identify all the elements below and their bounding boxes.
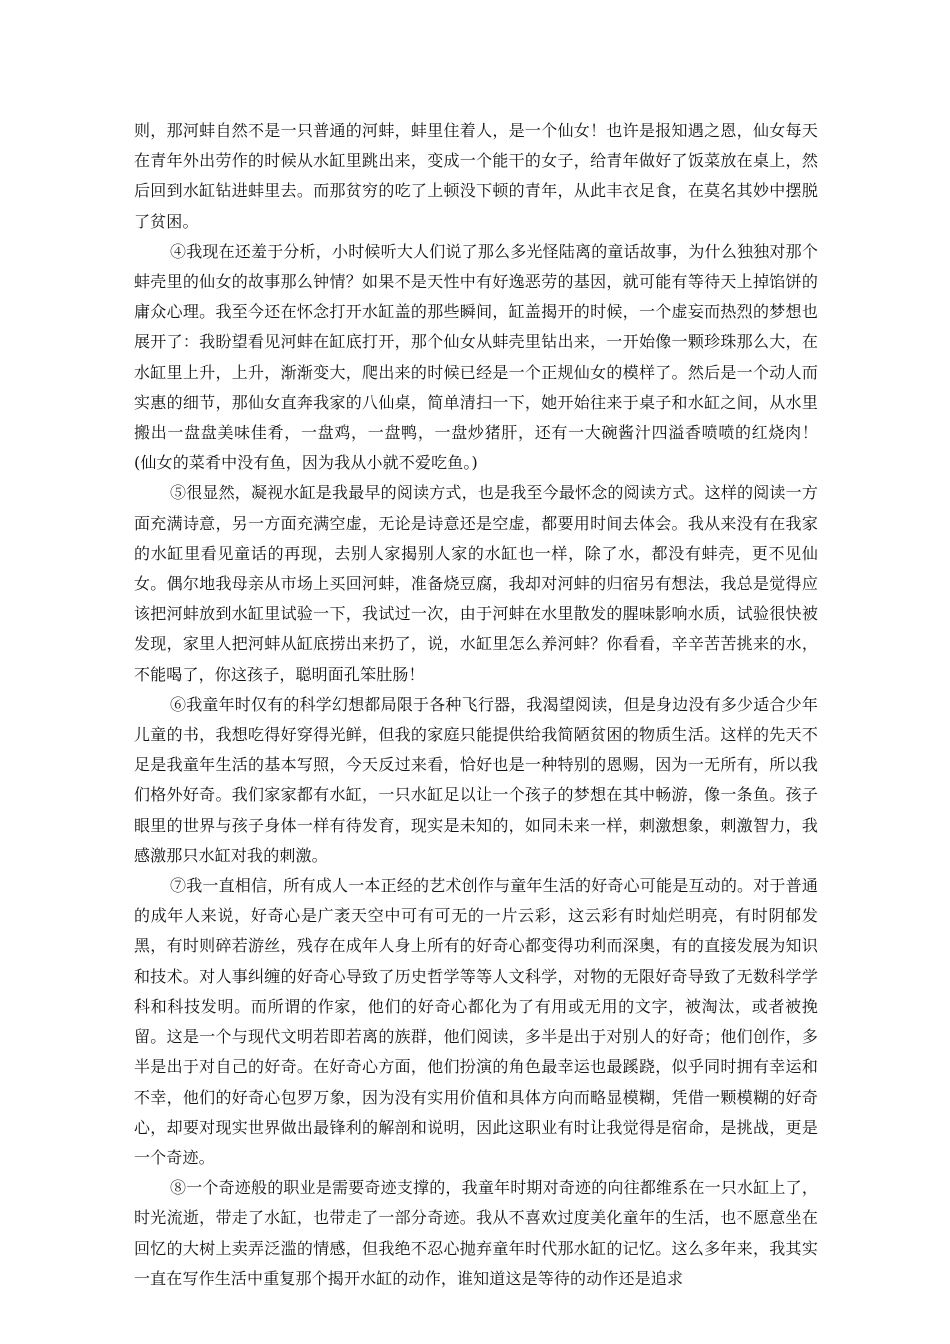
paragraph-7: ⑦我一直相信，所有成人一本正经的艺术创作与童年生活的好奇心可能是互动的。对于普通的成年人来说，好奇心是广袤天空中可有可无的一片云彩，这云彩有时灿烂明亮，有时阴郁发黑，有时则碎若游丝，残存在成年人身上所有的好奇心都变得功利而深奥，有的直接发展为知识和技术。对人事纠缠的好奇心导致了历史哲学等等人文科学，对物的无限好奇导致了无数科学学科和科技发明。而所谓的作家，他们的好奇心都化为了有用或无用的文字，被淘汰，或者被挽留。这是一个与现代文明若即若离的族群，他们阅读，多半是出于对别人的好奇；他们创作，多半是出于对自己的好奇。在好奇心方面，他们扮演的角色最幸运也最蹊跷，似乎同时拥有幸运和不幸，他们的好奇心包罗万象，因为没有实用价值和具体方向而略显模糊，凭借一颗模糊的好奇心，却要对现实世界做出最锋利的解剖和说明，因此这职业有时让我觉得是宿命，是挑战，更是一个奇迹。 [134, 876, 818, 1167]
paragraph-4: ④我现在还羞于分析，小时候听大人们说了那么多光怪陆离的童话故事，为什么独独对那个蚌壳里的仙女的故事那么钟情？如果不是天性中有好逸恶劳的基因，就可能有等待天上掉馅饼的庸众心理。我至今还在怀念打开水缸盖的那些瞬间，缸盖揭开的时候，一个虚妄而热烈的梦想也展开了：我盼望看见河蚌在缸底打开，那个仙女从蚌壳里钻出来，一开始像一颗珍珠那么大，在水缸里上升，上升，渐渐变大，爬出来的时候已经是一个正规仙女的模样了。然后是一个动人而实惠的细节，那仙女直奔我家的八仙桌，简单清扫一下，她开始往来于桌子和水缸之间，从水里搬出一盘盘美味佳肴，一盘鸡，一盘鸭，一盘炒猪肝，还有一大碗酱汁四溢香喷喷的红烧肉！(仙女的菜肴中没有鱼，因为我从小就不爱吃鱼。) [134, 241, 818, 473]
paragraph-8: ⑧一个奇迹般的职业是需要奇迹支撑的，我童年时期对奇迹的向往都维系在一只水缸上了，时光流逝，带走了水缸，也带走了一部分奇迹。我从不喜欢过度美化童年的生活，也不愿意坐在回忆的大树上卖弄泛滥的情感，但我绝不忍心抛弃童年时代那水缸的记忆。这么多年来，我其实一直在写作生活中重复那个揭开水缸的动作，谁知道这是等待的动作还是追求 [134, 1178, 818, 1288]
paragraph-5: ⑤很显然，凝视水缸是我最早的阅读方式，也是我至今最怀念的阅读方式。这样的阅读一方面充满诗意，另一方面充满空虚，无论是诗意还是空虚，都要用时间去体会。我从来没有在我家的水缸里看见童话的再现，去别人家揭别人家的水缸也一样，除了水，都没有蚌壳，更不见仙女。偶尔地我母亲从市场上买回河蚌，准备烧豆腐，我却对河蚌的归宿另有想法，我总是觉得应该把河蚌放到水缸里试验一下，我试过一次，由于河蚌在水里散发的腥味影响水质，试验很快被发现，家里人把河蚌从缸底捞出来扔了，说，水缸里怎么养河蚌？你看看，辛辛苦苦挑来的水，不能喝了，你这孩子，聪明面孔笨肚肠！ [134, 483, 818, 684]
paragraph-6: ⑥我童年时仅有的科学幻想都局限于各种飞行器，我渴望阅读，但是身边没有多少适合少年儿童的书，我想吃得好穿得光鲜，但我的家庭只能提供给我简陋贫困的物质生活。这样的先天不足是我童年生活的基本写照，今天反过来看，恰好也是一种特别的恩赐，因为一无所有，所以我们格外好奇。我们家家都有水缸，一只水缸足以让一个孩子的梦想在其中畅游，像一条鱼。孩子眼里的世界与孩子身体一样有待发育，现实是未知的，如同未来一样，刺激想象，刺激智力，我感激那只水缸对我的刺激。 [134, 694, 818, 865]
article-body [134, 116, 818, 1294]
paragraph-3-continued: 则，那河蚌自然不是一只普通的河蚌，蚌里住着人，是一个仙女！也许是报知遇之恩，仙女每天在青年外出劳作的时候从水缸里跳出来，变成一个能干的女子，给青年做好了饭菜放在桌上，然后回到水缸钻进蚌里去。而那贫穷的吃了上顿没下顿的青年，从此丰衣足食，在莫名其妙中摆脱了贫困。 [134, 121, 818, 231]
